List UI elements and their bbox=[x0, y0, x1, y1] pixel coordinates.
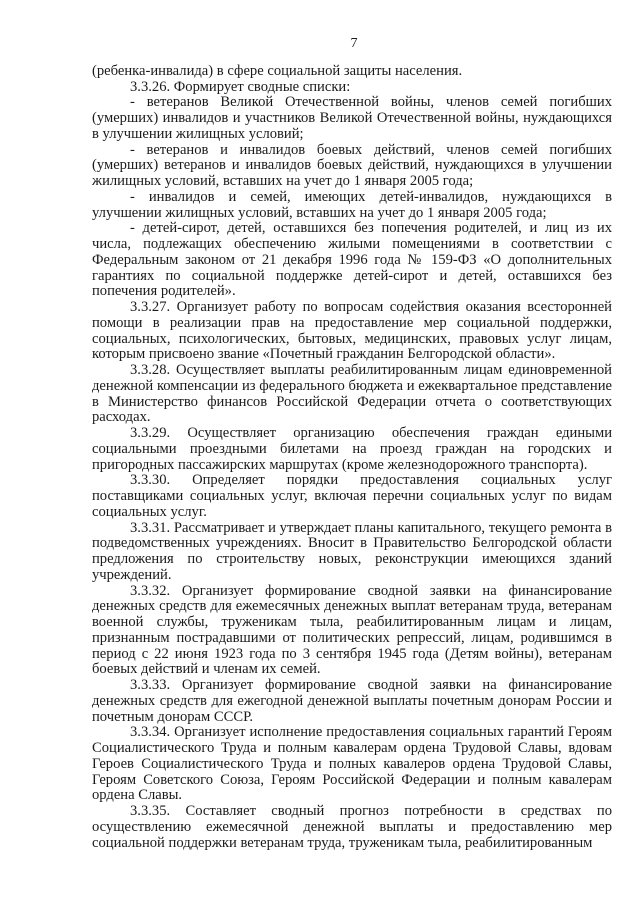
paragraph: - ветеранов Великой Отечественной войны, членов семей погибших (умерших) инвалидов и участников Великой Отечественной войны, нуждающихся в улучшении жилищных условий; bbox=[92, 94, 612, 142]
paragraph: 3.3.31. Рассматривает и утверждает планы капитального, текущего ремонта в подведомственных учреждениях. Вносит в Правительство Белгородской области предложения по строительству новых, реконструкции имеющихся зданий учреждений. bbox=[92, 519, 612, 583]
paragraph: - ветеранов и инвалидов боевых действий, членов семей погибших (умерших) ветеранов и инвалидов боевых действий, нуждающихся в улучшении жилищных условий, вставших на учет до 1 января 2005 года; bbox=[92, 141, 612, 189]
paragraph: 3.3.28. Осуществляет выплаты реабилитированным лицам единовременной денежной компенсации из федерального бюджета и ежеквартальное представление в Министерство финансов Российской Федерации отчета о соответствующих расходах. bbox=[92, 362, 612, 426]
paragraph: (ребенка-инвалида) в сфере социальной защиты населения. bbox=[92, 62, 463, 79]
paragraph: - инвалидов и семей, имеющих детей-инвалидов, нуждающихся в улучшении жилищных условий, вставших на учет до 1 января 2005 года; bbox=[92, 188, 612, 221]
document-body bbox=[92, 64, 612, 852]
paragraph: 3.3.30. Определяет порядки предоставления социальных услуг поставщиками социальных услуг, включая перечни социальных услуг по видам социальных услуг. bbox=[92, 472, 612, 520]
paragraph: 3.3.35. Составляет сводный прогноз потребности в средствах по осуществлению ежемесячной денежной выплаты и предоставлению мер социальной поддержки ветеранам труда, труженикам тыла, реабилитированным bbox=[92, 803, 612, 851]
paragraph: 3.3.26. Формирует сводные списки: bbox=[130, 78, 351, 95]
paragraph: 3.3.33. Организует формирование сводной заявки на финансирование денежных средств для ежегодной денежной выплаты почетным донорам России и почетным донорам СССР. bbox=[92, 677, 612, 725]
paragraph: - детей-сирот, детей, оставшихся без попечения родителей, и лиц из их числа, подлежащих обеспечению жилыми помещениями в соответствии с Федеральным законом от 21 декабря 1996 года № 159-ФЗ «О дополнительных гарантиях по социальной поддержке детей-сирот и детей, оставшихся без попечения родителей». bbox=[92, 220, 612, 300]
paragraph: 3.3.29. Осуществляет организацию обеспечения граждан едиными социальными проездными билетами на проезд граждан на городских и пригородных пассажирских маршрутах (кроме железнодорожного транспорта). bbox=[92, 425, 612, 473]
paragraph: 3.3.34. Организует исполнение предоставления социальных гарантий Героям Социалистического Труда и полным кавалерам ордена Трудовой Славы, вдовам Героев Социалистического Труда и полных кавалеров ордена Трудовой Славы, Героям Советского Союза, Героям Российской Федерации и полным кавалерам ордена Славы. bbox=[92, 724, 612, 804]
paragraph: 3.3.32. Организует формирование сводной заявки на финансирование денежных средств для ежемесячных денежных выплат ветеранам труда, ветеранам военной службы, труженикам тыла, реабилитированным лицам и лицам, признанным пострадавшими от политических репрессий, лицам, родившимся в период с 22 июня 1923 года по 3 сентября 1945 года (Детям войны), ветеранам боевых действий и членам их семей. bbox=[92, 582, 612, 678]
paragraph: 3.3.27. Организует работу по вопросам содействия оказания всесторонней помощи в реализации прав на предоставление мер социальной поддержки, социальных, психологических, бытовых, медицинских, правовых услуг лицам, которым присвоено звание «Почетный гражданин Белгородской области». bbox=[92, 299, 612, 363]
page-number: 7 bbox=[350, 36, 358, 51]
